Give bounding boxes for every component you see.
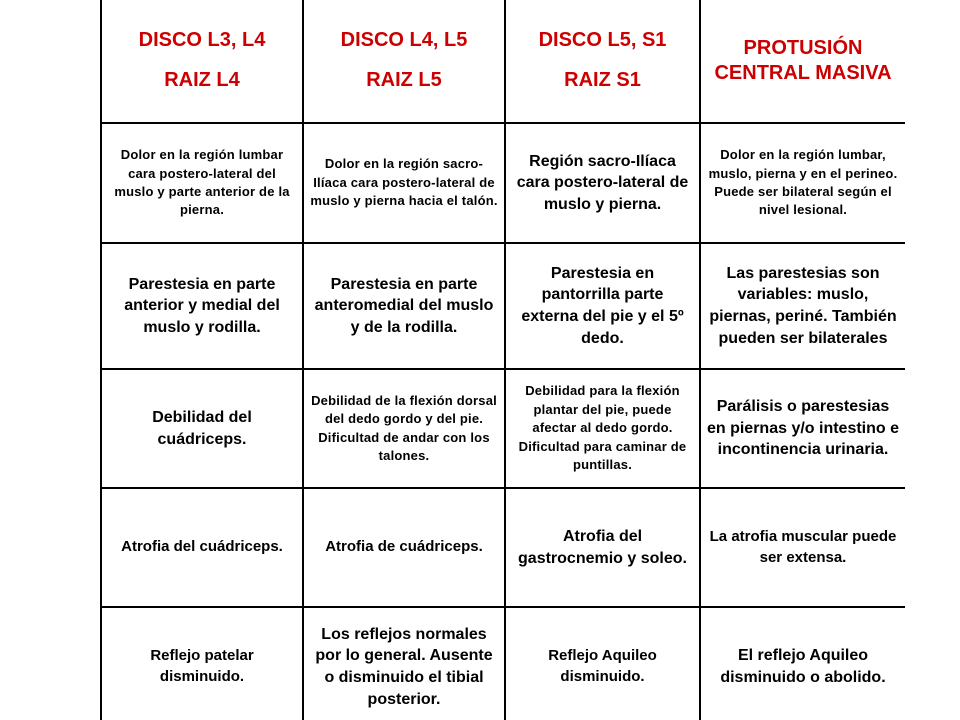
table-cell: Parálisis o parestesias en piernas y/o intestino e incontinencia urinaria. (700, 369, 905, 488)
table-row-reflejos (101, 607, 905, 720)
table-container (100, 0, 905, 720)
table-cell: El reflejo Aquileo disminuido o abolido. (700, 607, 905, 720)
table-cell: Parestesia en parte anterior y medial del muslo y rodilla. (101, 243, 303, 369)
table-cell: Atrofia del gastrocnemio y soleo. (505, 488, 700, 607)
header-disco-label: DISCO L4, L5 (340, 29, 468, 51)
header-disco-l4-l5 (303, 0, 505, 123)
table-cell: La atrofia muscular puede ser extensa. (700, 488, 905, 607)
table-row-dolor (101, 123, 905, 243)
header-protusion-central (700, 0, 905, 123)
table-cell: Parestesia en parte anteromedial del muslo y de la rodilla. (303, 243, 505, 369)
table-cell: Región sacro-Ilíaca cara postero-lateral de muslo y pierna. (505, 123, 700, 243)
table-row-atrofia (101, 488, 905, 607)
table-cell: Debilidad de la flexión dorsal del dedo gordo y del pie. Dificultad de andar con los talones. (303, 369, 505, 488)
disc-herniation-table (100, 0, 905, 720)
table-cell: Debilidad para la flexión plantar del pie, puede afectar al dedo gordo. Dificultad para caminar de puntillas. (505, 369, 700, 488)
table-cell: Dolor en la región lumbar cara postero-lateral del muslo y parte anterior de la pierna. (101, 123, 303, 243)
header-raiz-label: RAIZ L4 (164, 69, 240, 91)
table-cell: Los reflejos normales por lo general. Ausente o disminuido el tibial posterior. (303, 607, 505, 720)
header-disco-l3-l4 (101, 0, 303, 123)
table-cell: Parestesia en pantorrilla parte externa del pie y el 5º dedo. (505, 243, 700, 369)
header-row (101, 0, 905, 123)
table-cell: Reflejo patelar disminuido. (101, 607, 303, 720)
header-raiz-label: RAIZ S1 (564, 69, 641, 91)
table-row-parestesia (101, 243, 905, 369)
table-cell: Debilidad del cuádriceps. (101, 369, 303, 488)
table-cell: Dolor en la región lumbar, muslo, pierna y en el perineo. Puede ser bilateral según el nivel lesional. (700, 123, 905, 243)
table-cell: Dolor en la región sacro-Ilíaca cara postero-lateral de muslo y pierna hacia el talón. (303, 123, 505, 243)
table-row-debilidad (101, 369, 905, 488)
table-cell: Las parestesias son variables: muslo, piernas, periné. También pueden ser bilaterales (700, 243, 905, 369)
header-raiz-label: RAIZ L5 (366, 69, 442, 91)
header-disco-label: DISCO L5, S1 (538, 29, 667, 51)
table-cell: Atrofia del cuádriceps. (101, 488, 303, 607)
header-protusion-label: PROTUSIÓN CENTRAL MASIVA (714, 36, 892, 84)
table-cell: Atrofia de cuádriceps. (303, 488, 505, 607)
header-disco-l5-s1 (505, 0, 700, 123)
table-cell: Reflejo Aquileo disminuido. (505, 607, 700, 720)
header-disco-label: DISCO L3, L4 (138, 29, 266, 51)
